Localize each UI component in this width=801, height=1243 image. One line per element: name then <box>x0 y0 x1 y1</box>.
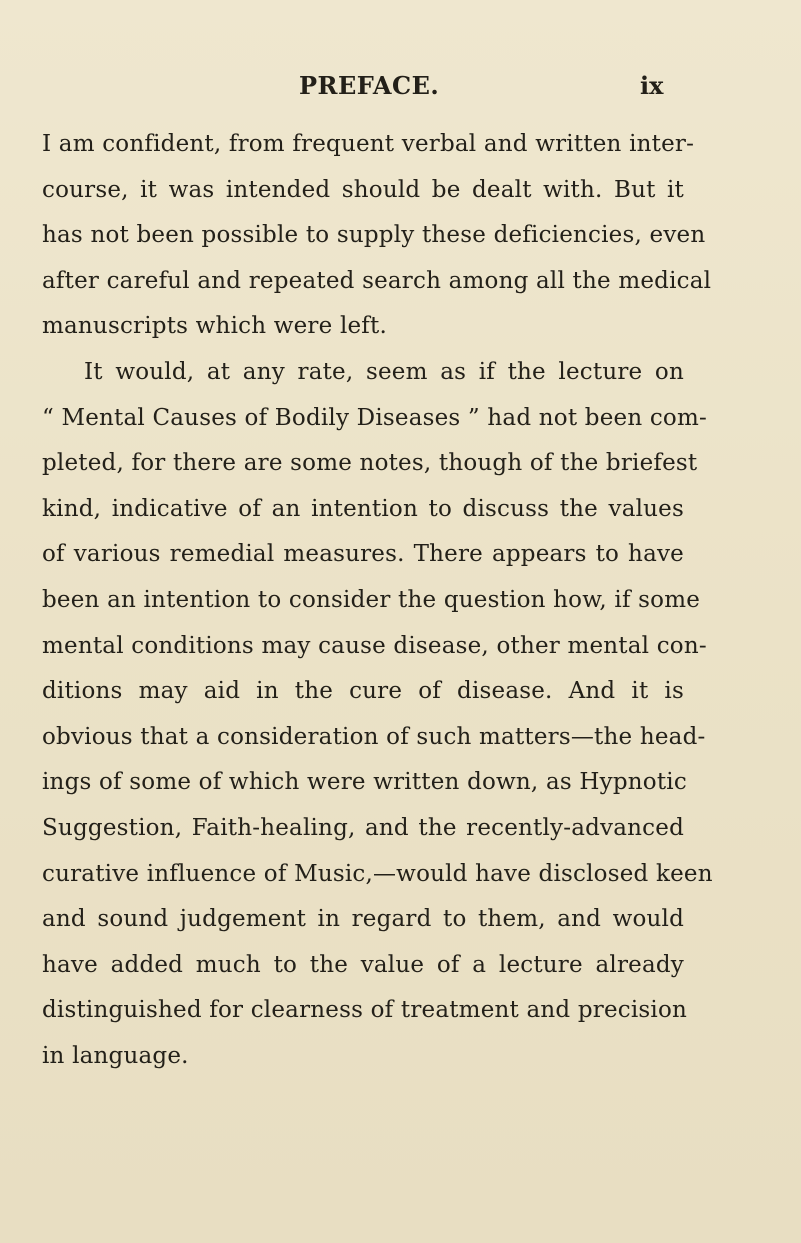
text-line: obvious that a consideration of such matters—the head- <box>42 723 706 750</box>
text-line: curative influence of Music,—would have disclosed keen <box>42 860 713 887</box>
text-line: “ Mental Causes of Bodily Diseases ” had not been com- <box>42 404 707 431</box>
text-line: kind, indicative of an intention to discuss the values <box>42 495 684 522</box>
text-line: have added much to the value of a lecture already <box>42 951 684 978</box>
text-line: has not been possible to supply these deficiencies, even <box>42 222 706 249</box>
text-line: of various remedial measures. There appears to have <box>42 541 684 568</box>
text-line: ings of some of which were written down, as Hypnotic <box>42 769 687 796</box>
text-line: ditions may aid in the cure of disease. And it is <box>42 678 684 705</box>
text-line: manuscripts which were left. <box>42 313 387 340</box>
text-line: It would, at any rate, seem as if the lecture on <box>84 358 684 385</box>
text-line: I am confident, from frequent verbal and written inter- <box>42 131 695 157</box>
body-text <box>42 122 713 1079</box>
running-head <box>0 66 801 106</box>
text-line: distinguished for clearness of treatment and precision <box>42 997 688 1024</box>
text-line: Suggestion, Faith-healing, and the recently-advanced <box>42 814 684 841</box>
page-number: ix <box>640 71 664 100</box>
text-line: been an intention to consider the question how, if some <box>42 586 701 613</box>
running-title: PREFACE. <box>299 71 440 100</box>
text-line: course, it was intended should be dealt with. But it <box>42 176 684 203</box>
text-line: pleted, for there are some notes, though of the briefest <box>42 450 698 477</box>
text-line: after careful and repeated search among all the medical <box>42 267 712 294</box>
text-line: mental conditions may cause disease, other mental con- <box>42 632 707 659</box>
text-line: in language. <box>42 1042 189 1069</box>
text-line: and sound judgement in regard to them, and would <box>42 906 684 933</box>
